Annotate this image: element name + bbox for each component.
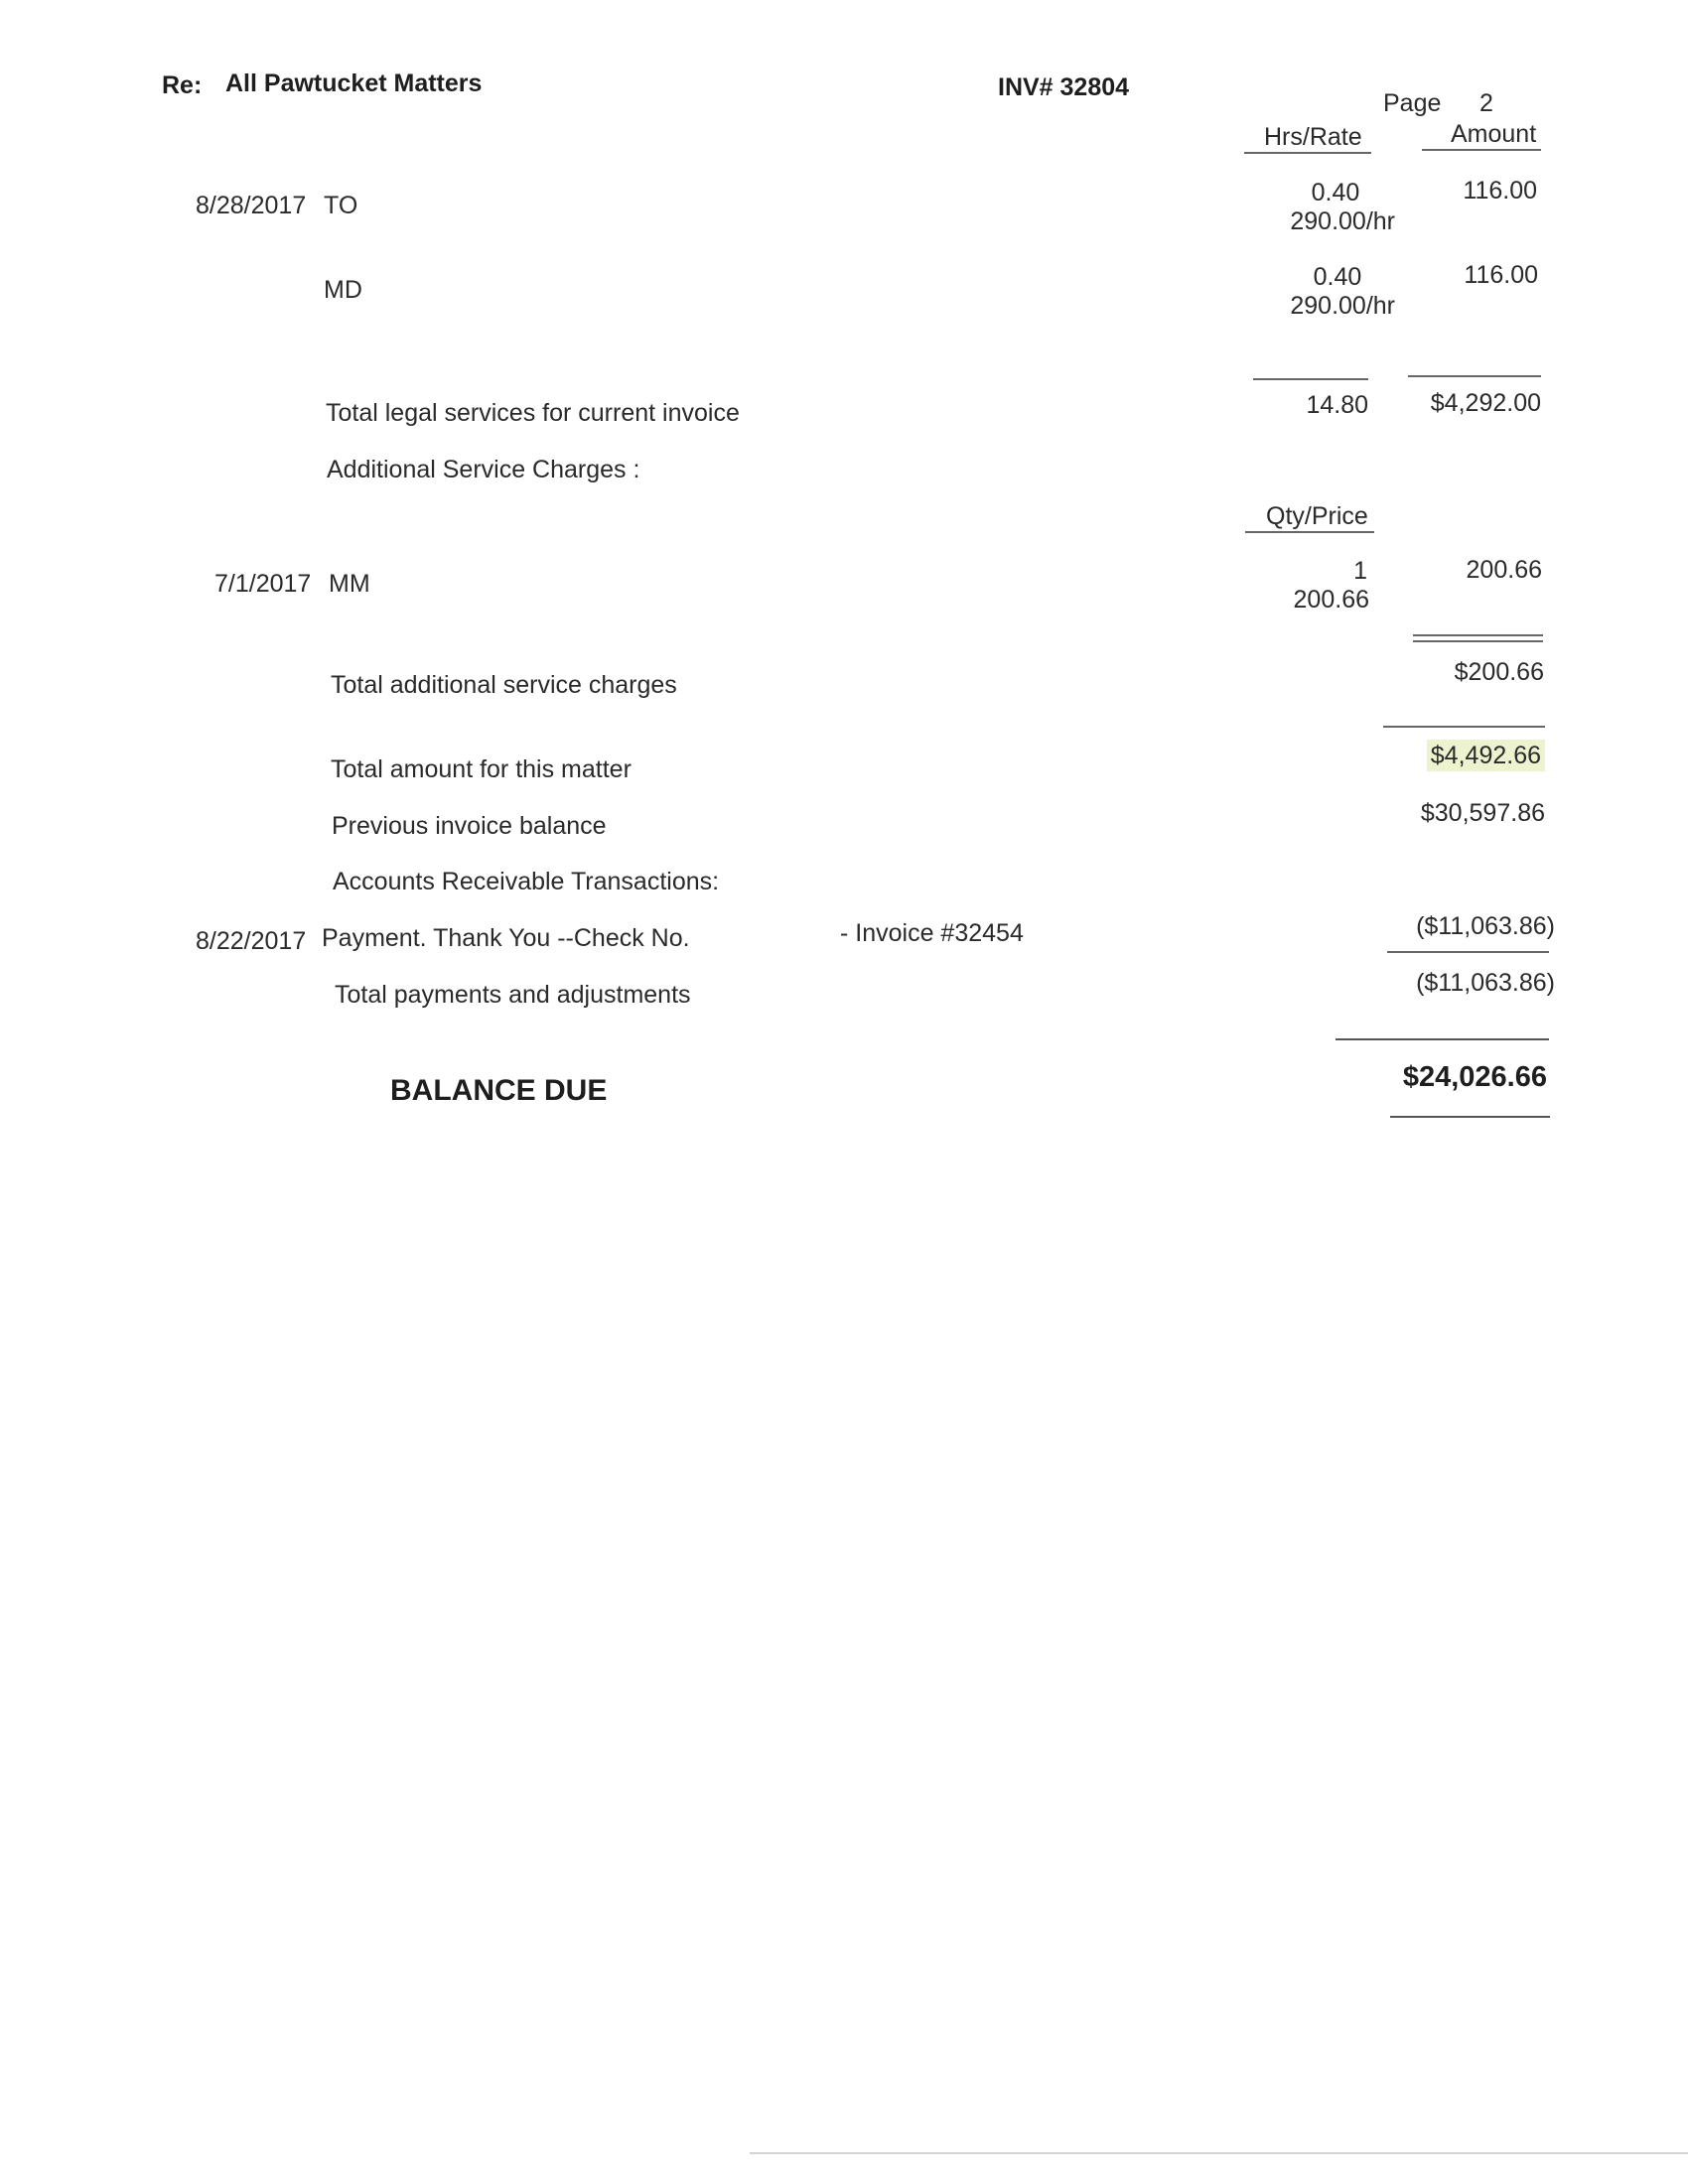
- column-header-amount: Amount: [1451, 120, 1537, 148]
- services-total-label: Total legal services for current invoice: [326, 399, 740, 427]
- previous-balance-label: Previous invoice balance: [332, 812, 607, 840]
- service-initials: MD: [324, 276, 362, 304]
- column-header-qty-price: Qty/Price: [1266, 502, 1368, 530]
- matter-title: All Pawtucket Matters: [225, 69, 483, 97]
- service-rate: 290.00/hr: [1290, 292, 1395, 320]
- page-label: Page: [1383, 89, 1442, 117]
- payments-subtotal-rule: [1387, 951, 1549, 953]
- payment-date: 8/22/2017: [196, 927, 307, 955]
- charge-qty: 1: [1353, 557, 1367, 585]
- page-number: 2: [1479, 89, 1493, 117]
- matter-total-rule: [1383, 726, 1545, 728]
- total-matter-amount: $4,492.66: [1427, 740, 1545, 771]
- service-rate: 290.00/hr: [1290, 207, 1395, 235]
- charge-date: 7/1/2017: [214, 570, 312, 598]
- balance-due-label: BALANCE DUE: [390, 1074, 608, 1107]
- service-date: 8/28/2017: [196, 192, 307, 219]
- total-matter-amount-cell: [1370, 744, 1545, 768]
- payment-amount: ($11,063.86): [1416, 912, 1555, 940]
- column-header-hrs-rate: Hrs/Rate: [1264, 123, 1362, 151]
- re-label: Re:: [162, 71, 203, 99]
- hours-subtotal-rule: [1253, 378, 1368, 380]
- additional-total-label: Total additional service charges: [331, 671, 677, 699]
- service-amount: 116.00: [1464, 261, 1538, 289]
- ar-transactions-heading: Accounts Receivable Transactions:: [333, 868, 720, 895]
- column-header-amount-underline: [1422, 149, 1541, 151]
- payments-total-label: Total payments and adjustments: [335, 981, 691, 1009]
- payment-reference: - Invoice #32454: [840, 919, 1024, 947]
- services-total-amount: $4,292.00: [1430, 389, 1541, 417]
- balance-due-amount: $24,026.66: [1402, 1061, 1547, 1093]
- payment-description: Payment. Thank You --Check No.: [322, 924, 690, 952]
- payments-total-amount: ($11,063.86): [1416, 969, 1555, 997]
- charge-initials: MM: [329, 570, 370, 598]
- column-header-hrs-rate-underline: [1244, 152, 1371, 154]
- charge-price: 200.66: [1293, 586, 1369, 614]
- scan-edge-line: [750, 2152, 1688, 2154]
- services-total-hours: 14.80: [1306, 391, 1368, 419]
- balance-due-bottom-rule: [1390, 1116, 1550, 1118]
- service-hours: 0.40: [1311, 179, 1360, 206]
- service-hours: 0.40: [1313, 263, 1362, 291]
- amount-subtotal-rule: [1408, 375, 1541, 377]
- charge-amount: 200.66: [1466, 556, 1542, 584]
- additional-total-double-rule-bottom: [1413, 640, 1543, 642]
- column-header-qty-price-underline: [1245, 531, 1374, 533]
- balance-due-top-rule: [1336, 1038, 1549, 1040]
- service-amount: 116.00: [1463, 177, 1537, 205]
- invoice-number: INV# 32804: [998, 73, 1130, 101]
- additional-total-double-rule-top: [1413, 634, 1543, 636]
- additional-total-amount: $200.66: [1454, 658, 1544, 686]
- additional-charges-heading: Additional Service Charges :: [327, 456, 640, 483]
- service-initials: TO: [324, 192, 358, 219]
- total-matter-label: Total amount for this matter: [331, 755, 632, 783]
- previous-balance-amount: $30,597.86: [1420, 799, 1545, 827]
